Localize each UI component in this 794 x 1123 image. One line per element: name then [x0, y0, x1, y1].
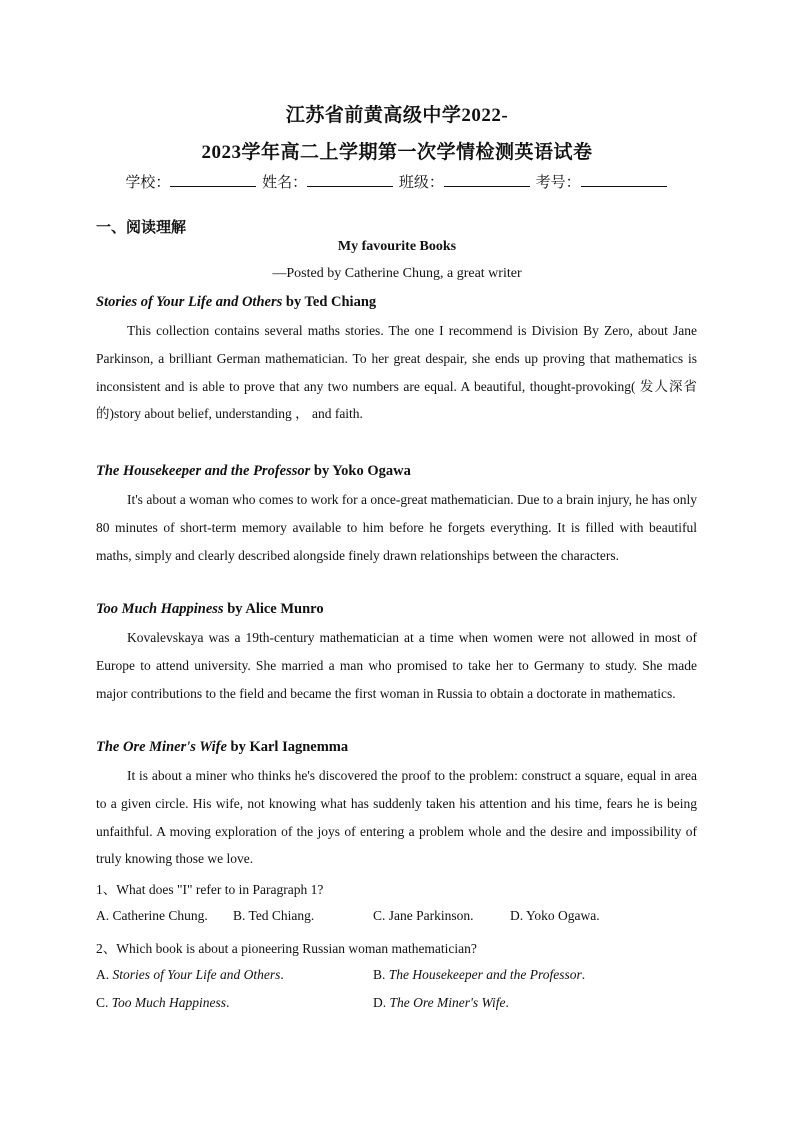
book-description-2: It's about a woman who comes to work for a once-great mathematician. Due to a brain injury, he has only 80 minutes of short-term memory available to him before he forgets everything. It is filled with beautiful maths, simply and clearly described alongside finely drawn relationships between the characters.: [96, 492, 697, 563]
q1-option-d: D. Yoko Ogawa.: [510, 908, 600, 923]
book-heading-3: [96, 601, 324, 618]
q1-option-a: A. Catherine Chung.: [96, 908, 208, 923]
option-letter: C.: [96, 995, 112, 1010]
q2-option-a: [96, 967, 284, 983]
book-heading-1: [96, 294, 376, 311]
exam-title-line2: 2023学年高二上学期第一次学情检测英语试卷: [201, 142, 593, 163]
student-info-row: [0, 171, 794, 192]
option-period: .: [505, 995, 509, 1010]
book-description-1: This collection contains several maths stories. The one I recommend is Division By Zero, about Jane Parkinson, a brilliant German mathematician. To her great despair, she ends up proving that mathematics is inconsistent and is able to prove that any two numbers are equal. A beautiful, thought-provoking( 发人深省的)story about belief, understanding ， and faith.: [96, 323, 697, 422]
name-label: 姓名：: [262, 175, 308, 191]
option-text: Stories of Your Life and Others: [112, 967, 281, 982]
exam-number-blank: [581, 172, 667, 187]
school-blank: [170, 172, 256, 187]
question-1-stem: 1、What does "I" refer to in Paragraph 1?: [96, 882, 324, 897]
option-text: The Ore Miner's Wife: [389, 995, 506, 1010]
book-author: by Alice Munro: [223, 601, 324, 617]
book-heading-2: [96, 463, 411, 480]
section-heading: 一、阅读理解: [96, 220, 187, 236]
option-letter: B.: [373, 967, 389, 982]
exam-number-label: 考号：: [535, 175, 581, 191]
book-author: by Yoko Ogawa: [310, 463, 411, 479]
class-blank: [444, 172, 530, 187]
option-period: .: [226, 995, 230, 1010]
passage-title: My favourite Books: [337, 239, 457, 254]
class-label: 班级：: [398, 175, 444, 191]
book-title: Stories of Your Life and Others: [96, 294, 283, 310]
question-2-stem: 2、Which book is about a pioneering Russian woman mathematician?: [96, 941, 477, 956]
q1-option-b: B. Ted Chiang.: [233, 908, 315, 923]
option-letter: D.: [373, 995, 390, 1010]
q1-option-c: C. Jane Parkinson.: [373, 908, 474, 923]
book-title: The Ore Miner's Wife: [96, 739, 227, 755]
book-heading-4: [96, 739, 348, 756]
option-text: Too Much Happiness: [111, 995, 227, 1010]
book-title: The Housekeeper and the Professor: [96, 463, 311, 479]
exam-title-line1: 江苏省前黄高级中学2022-: [285, 105, 509, 126]
book-description-3: Kovalevskaya was a 19th-century mathematician at a time when women were not allowed in most of Europe to attend university. She married a man who promised to take her to Germany to study. She made major contributions to the field and became the first woman in Russia to obtain a doctorate in mathematics.: [96, 630, 697, 701]
book-author: by Karl Iagnemma: [226, 739, 349, 755]
option-text: The Housekeeper and the Professor: [388, 967, 582, 982]
q2-option-b: [373, 967, 585, 983]
option-letter: A.: [96, 967, 113, 982]
book-title: Too Much Happiness: [96, 601, 224, 617]
option-period: .: [581, 967, 586, 982]
q2-option-c: [96, 995, 229, 1011]
passage-byline: —Posted by Catherine Chung, a great writer: [272, 266, 522, 281]
q2-option-d: [373, 995, 509, 1011]
book-author: by Ted Chiang: [282, 294, 377, 310]
book-description-4: It is about a miner who thinks he's discovered the proof to the problem: construct a square, equal in area to a given circle. His wife, not knowing what has suddenly taken his attention and his time, fears he is being unfaithful. A moving exploration of the joys of entering a problem whole and the desire and impossibility of truly knowing those we love.: [96, 768, 697, 867]
school-label: 学校：: [125, 175, 171, 191]
option-period: .: [280, 967, 284, 982]
name-blank: [307, 172, 393, 187]
